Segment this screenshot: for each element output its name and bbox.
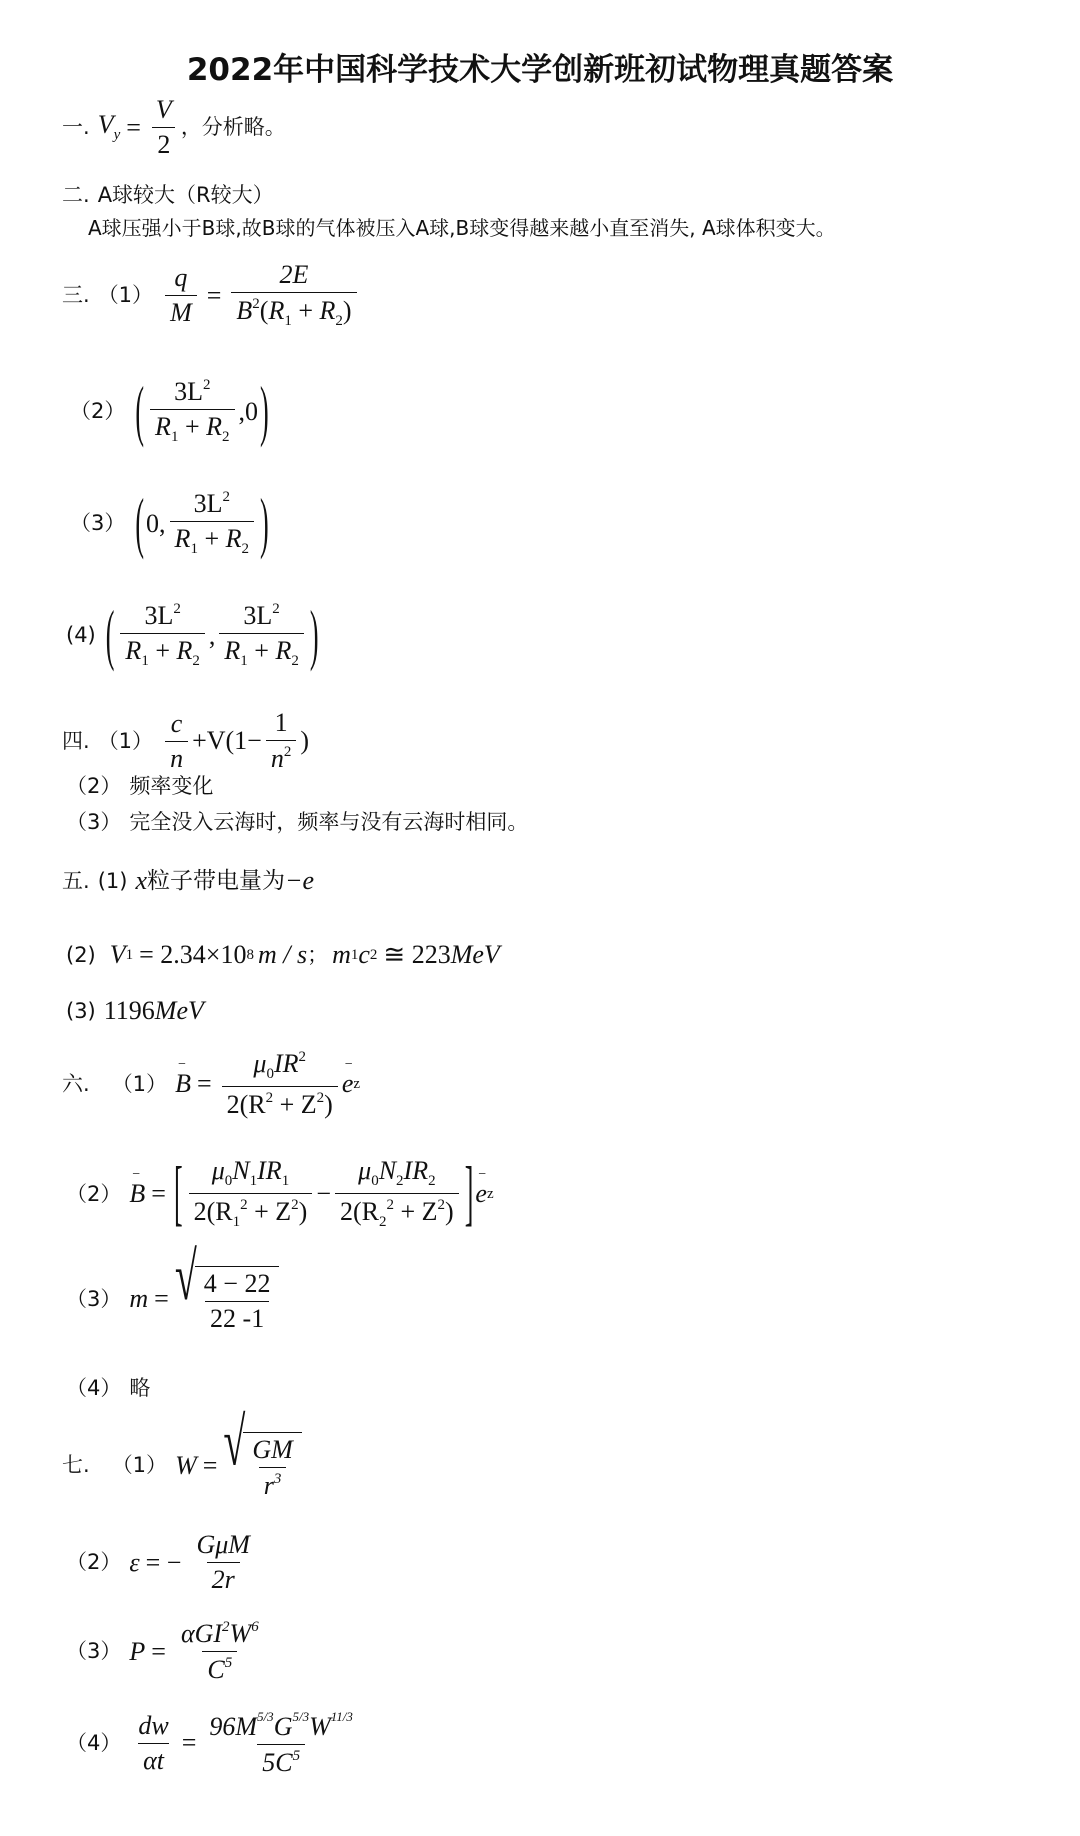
section-2-line2: A球压强小于B球,故B球的气体被压入A球,B球变得越来越小直至消失, A球体积变大。 — [88, 216, 836, 240]
section-4-part-3: （3） 完全没入云海时，频率与没有云海时相同。 — [66, 810, 529, 834]
fraction-v-over-2: $\frac{V}{2}$ — [151, 97, 177, 158]
section-5-part-2: (2) V 1 = 2.34×10 8 m / s ； m 1 c 2 ≅ 223 MeV — [66, 940, 500, 969]
fraction-q-over-m: $\frac{q}{M}$ — [165, 265, 197, 326]
section-5-part-1: 五. (1) x 粒子带电量为 −e — [62, 866, 315, 895]
section-1-tail: ，分析略。 — [180, 115, 286, 139]
sqrt-expression: √ $\frac{4 - 22}{22 -1}$ — [175, 1266, 280, 1332]
section-2-label: 二. — [62, 183, 90, 207]
section-6-part-1: 六. （1） − B = $\frac{\mu_0IR^2}{2(R^2 + Z^2)}$ − e z — [62, 1050, 360, 1118]
section-4-part-2: （2） 频率变化 — [66, 774, 214, 798]
section-2-line1: A球较大（R较大） — [97, 183, 274, 207]
section-6-part-3: （3） m = √ $\frac{4 - 22}{22 -1}$ — [66, 1266, 279, 1332]
page-title: 2022年中国科学技术大学创新班初试物理真题答案 — [186, 52, 894, 88]
section-7-part-1: 七. （1） W = √ $\frac{GM}{r^3}$ — [62, 1432, 302, 1499]
section-6-part-2: （2） − B = [ $\frac{\mu_0N_1IR_1}{2(R_1^2 + Z^2)}$ − $\frac{\mu_0N_2IR_2}{2(R_2^2 + Z^2)}$ ] − e z — [66, 1158, 494, 1230]
section-3-part-4: (4) ( $\frac{3L^2}{R_1 + R_2}$ , $\frac{3L^2}{R_1 + R_2}$ ) — [66, 596, 319, 672]
section-2 — [62, 185, 836, 238]
fraction-2e: $\frac{2E}{B^2(R_1 + R_2)}$ — [231, 262, 356, 329]
section-7-part-3: （3） P = $\frac{\alpha GI^2W^6}{C^5}$ — [66, 1619, 259, 1684]
section-6-part-4: （4） 略 — [66, 1376, 151, 1400]
section-7-part-4: （4） $\frac{dw}{\alpha t}$ = $\frac{96M^{5/3}G^{5/3}W^{11/3}}{5C^5}$ — [66, 1709, 353, 1777]
section-1-label: 一. — [62, 115, 90, 139]
fraction-3l2: $\frac{3L^2}{R_1 + R_2}$ — [150, 378, 234, 445]
section-3-part-2: （2） ( $\frac{3L^2}{R_1 + R_2}$ ,0 ) — [70, 372, 269, 448]
vy-symbol: $V_y$ — [97, 110, 121, 143]
section-3-part-1: 三. （1） $\frac{q}{M}$ = $\frac{2E}{B^2(R_1 + R_2)}$ — [62, 262, 361, 329]
section-7-part-2: （2） ε = − $\frac{\text{GμM}}{2r}$ — [66, 1530, 250, 1594]
section-4-part-1: 四. （1） $\frac{c}{n}$ +V(1− $\frac{1}{n^2}$ ) — [62, 708, 309, 773]
section-5-part-3: (3) 1196 MeV — [66, 996, 204, 1025]
section-1 — [62, 97, 286, 158]
equals: = — [126, 112, 141, 142]
section-3-part-3: （3） ( 0, $\frac{3L^2}{R_1 + R_2}$ ) — [70, 484, 269, 560]
